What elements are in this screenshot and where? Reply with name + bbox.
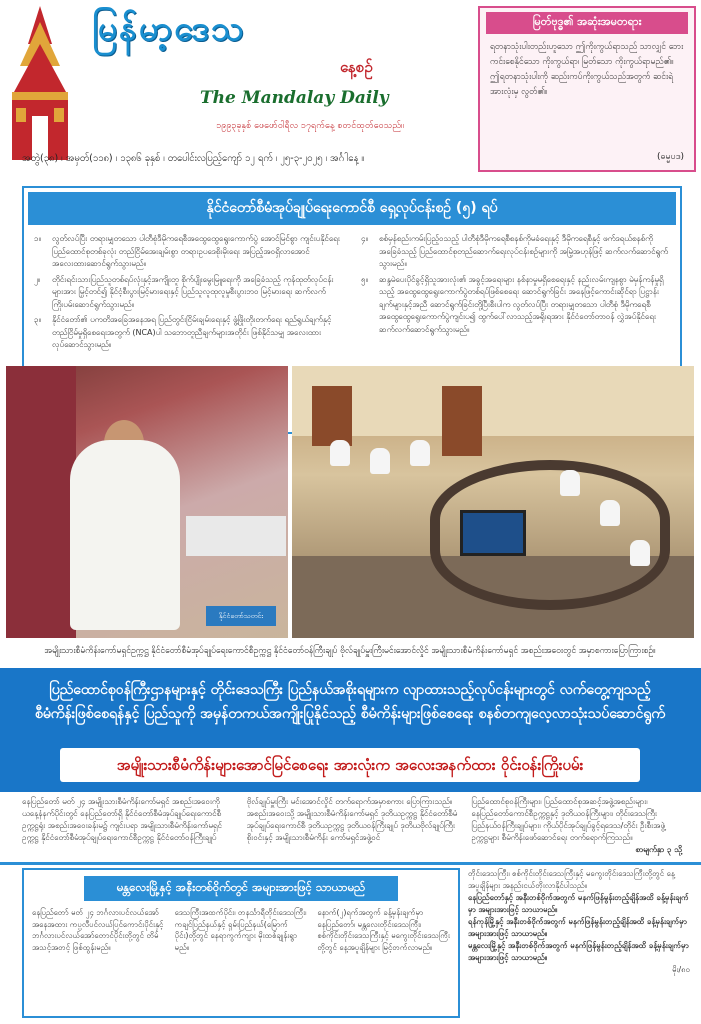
forecast-code: မိုး/၈၀ bbox=[672, 965, 690, 974]
newspaper-subtitle: နေ့စဉ် bbox=[340, 58, 373, 76]
english-title: The Mandalay Daily bbox=[200, 88, 389, 108]
attendee bbox=[330, 440, 350, 466]
article-column: ပြည်ထောင်စုဝန်ကြီးများ၊ ပြည်ထောင်စုအဆင့်အဖွဲ့အစည်းများ၊ နေပြည်တော်ကောင်စီဥက္ကဋ္ဌနှင့် ဒုတိယဝန်ကြီးများ၊ တိုင်းဒေသကြီး ပြည်နယ်ဝန်ကြီးချုပ်များ၊ ကိုယ်ပိုင်အုပ်ချုပ်ခွင့်ရဒေသ/တိုင်း ဦးစီးအဖွဲ့ဥက္ကဋ္ဌများ စီမံကိန်းဖော်ဆောင်ရေး တက်ရောက်ကြသည်။ စာမျက်နှာ ၃ သို့ bbox=[471, 797, 683, 854]
lead-headline-banner bbox=[0, 668, 701, 792]
lead-subheadline: အမျိုးသားစီမံကိန်းများအောင်မြင်စေရေး အားလုံးက အလေးအနက်ထား ဝိုင်းဝန်းကြိုးပမ်း bbox=[60, 748, 640, 782]
weather-box bbox=[22, 868, 460, 1018]
founding-tagline: ၁၉၉၃ခုနှစ် ဖေဖော်ဝါရီလ ၁၇ရက်နေ့ စတင်ထုတ်ဝေသည်။ bbox=[216, 121, 404, 131]
lead-headline-line1: ပြည်ထောင်စုဝန်ကြီးဌာနများနှင့် တိုင်းဒေသကြီး ပြည်နယ်အစိုးရများက လျာထားသည့်လုပ်ငန်းများတွင် လက်တွေ့ကျသည့် bbox=[49, 682, 651, 698]
speaker-figure bbox=[70, 440, 180, 630]
weather-heading: မန္တလေးမြို့နှင့် အနီးတစ်ဝိုက်တွင် အများအားဖြင့် သာယာမည် bbox=[84, 876, 398, 901]
news-badge: နိုင်ငံတော်သတင်း bbox=[206, 606, 276, 626]
continued-link[interactable]: စာမျက်နှာ ၃ သို့ bbox=[635, 845, 683, 854]
weather-column: နေပြည်တော် မတ် ၂၄ ဘင်္ဂလားပင်လယ်အော်အနေအထား ကပ္ပလီပင်လယ်ပြင်ကောင်းပိုင်းနှင့် ဘင်္ဂလားပင်လယ်အော်တောင်ပိုင်းတို့တွင် တိမ်အသင့်အတင့် ဖြစ်ထွန်းမည်။ bbox=[32, 908, 164, 952]
forecast-line: မန္တလေးမြို့နှင့် အနီးတစ်ဝိုက်အတွက် မနက်ဖြန်မွန်းတည့်ချိန်အထိ ခန့်မှန်းချက်မှာ အများအားဖြင့် သာယာမည်။ bbox=[468, 941, 689, 962]
attendee bbox=[410, 440, 430, 466]
lead-article bbox=[22, 796, 682, 858]
weather-column: နောက်(၂)ရက်အတွက် ခန့်မှန်းချက်မှာ နေပြည်တော်၊ မန္တလေးတိုင်းဒေသကြီး၊ စစ်ကိုင်းတိုင်းဒေသကြီးနှင့် မကွေးတိုင်းဒေသကြီးတို့တွင် နေ့အပူချိန်များ မြင့်တက်လာမည်။ bbox=[317, 908, 450, 952]
teaching-body: ရတနာသုံးပါးတည်းဟူသော ဤကိုးကွယ်ရာသည် သာလျှင် ဘေးကင်းစေနိုင်သော ကိုးကွယ်ရာ၊ မြတ်သော ကိုးကွယ်ရာမည်၏။ ဤရတနာသုံးပါးကို ဆည်းကပ်ကိုးကွယ်သည်အတွက် ဆင်းရဲအားလုံးမှ လွတ်၏။ bbox=[490, 42, 684, 97]
photo-caption: အမျိုးသားစီမံကိန်းကော်မရှင်ဥက္ကဋ္ဌ နိုင်ငံတော်စီမံအုပ်ချုပ်ရေးကောင်စီဥက္ကဋ္ဌ နိုင်ငံတော်ဝန်ကြီးချုပ် ဗိုလ်ချုပ်မှူးကြီးမင်းအောင်လှိုင် အမျိုးသားစီမံကိန်းကော်မရှင် အစည်းအဝေးတွင် အမှာစကားပြောကြားစဉ်။ bbox=[44, 646, 656, 656]
weather-forecast-column bbox=[468, 868, 690, 1018]
forecast-line: နေပြည်တော်နှင့် အနီးတစ်ဝိုက်အတွက် မနက်ဖြန်မွန်းတည့်ချိန်အထိ ခန့်မှန်းချက်မှာ အများအားဖြင့် သာယာမည်။ bbox=[468, 893, 689, 914]
lead-headline-line2: စီမံကိန်းဖြစ်စေရန်နှင့် ပြည်သူကို အမှန်တကယ်အကျိုးပြုနိုင်သည့် စီမံကိန်းများဖြစ်စေရေး စနစ်တကျလေ့လာသုံးသပ်ဆောင်ရွက် bbox=[34, 706, 666, 722]
attendee bbox=[630, 540, 650, 566]
masthead bbox=[0, 0, 701, 186]
forecast-line: ရန်ကုန်မြို့နှင့် အနီးတစ်ဝိုက်အတွက် မနက်ဖြန်မွန်းတည့်ချိန်အထိ ခန့်မှန်းချက်မှာ အများအားဖြင့် သာယာမည်။ bbox=[468, 917, 687, 938]
dateline: အတွဲ(၃၈) ၊ အမှတ်(၁၁၈) ၊ ၁၃၈၆ ခုနှစ် ၊ တပေါင်းလပြည့်ကျော် ၁၂ ရက် ၊ ၂၅-၃-၂၀၂၅ ၊ အင်္ဂါနေ့ ။ bbox=[22, 153, 365, 164]
weather-column: ဒေသကြီးအထက်ပိုင်း၊ တနင်္သာရီတိုင်းဒေသကြီး၊ ကချင်ပြည်နယ်နှင့် ရှမ်းပြည်နယ်(မြောက်ပိုင်း)တို့တွင် နေရာကွက်ကျား မိုးထစ်ချုန်းရွာမည်။ bbox=[174, 908, 307, 952]
attendee bbox=[370, 448, 390, 474]
article-column: နေပြည်တော် မတ် ၂၄ အမျိုးသားစီမံကိန်းကော်မရှင် အစည်းအဝေးကို ယနေ့နံနက်ပိုင်းတွင် နေပြည်တော်ရှိ နိုင်ငံတော်စီမံအုပ်ချုပ်ရေးကောင်စီဥက္ကဋ္ဌရုံး အစည်းအဝေးခန်းမ၌ ကျင်းပရာ အမျိုးသားစီမံကိန်းကော်မရှင်ဥက္ကဋ္ဌ နိုင်ငံတော်စီမံအုပ်ချုပ်ရေးကောင်စီဥက္ကဋ္ဌ နိုင်ငံတော်ဝန်ကြီးချုပ် bbox=[22, 797, 222, 842]
forecast-line: တိုင်းဒေသကြီး၊ စစ်ကိုင်းတိုင်းဒေသကြီးနှင့် မကွေးတိုင်းဒေသကြီးတို့တွင် နေ့အပူချိန်များ အနည်းငယ်တိုးလာနိုင်ပါသည်။ bbox=[468, 869, 675, 890]
roadmap-item: ၁။ လွတ်လပ်ပြီး တရားမျှတသော ပါတီစုံဒီမိုကရေစီအထွေထွေရွေးကောက်ပွဲ အောင်မြင်စွာ ကျင်းပနိုင်ရေး ပြည်ထောင်စုတစ်ခုလုံး တည်ငြိမ်အေးချမ်းစွာ တရားဥပဒေစိုးမိုးရေး အပြည့်အဝရှိလာအောင် အလေးထားဆောင်ရွက်သွားမည်။ bbox=[34, 234, 340, 268]
pagoda-logo-icon bbox=[8, 4, 72, 162]
presentation-screen bbox=[460, 510, 526, 556]
teaching-heading: မြတ်ဗုဒ္ဓ၏ အဆုံးအမတရား bbox=[486, 12, 688, 34]
roadmap-item: ၃။ နိုင်ငံတော်၏ ပကတိအခြေအနေအရ ပြည်တွင်းငြိမ်းချမ်းရေးနှင့် ဖွံ့ဖြိုးတိုးတက်ရေး ရည်ရွယ်ချက်နှင့် တည်ငြိမ်မှုရှိစေရေးအတွက် (NCA)ပါ သဘောတူညီချက်များအတိုင်း ဖြစ်နိုင်သမျှ အလေးထား လုပ်ဆောင်သွားမည်။ bbox=[34, 315, 332, 349]
roadmap-item: ၂။ တိုင်းရင်းသားပြည်သူတစ်ရပ်လုံးနှင့်အကျိုးတူ စိုက်ပျိုးမွေးမြူရေးကို အခြေခံသည့် ကုန်ထုတ်လုပ်ငန်းများအား မြှင့်တင်၍ နိုင်ငံ့စီးပွားမြင့်မားရေးနှင့် ပြည်သူလူထုလူမှုစီးပွားဘဝ မြင့်မားရေး ဆက်လက်ကြိုးပမ်းဆောင်ရွက်သွားမည်။ bbox=[34, 274, 334, 309]
roadmap-item: ၄။ စစ်မှန်စည်းကမ်းပြည့်ဝသည့် ပါတီစုံဒီမိုကရေစီစနစ်ကိုမခံရေးနှင့် ဒီမိုကရေစီနှင့် ဖက်ဒရယ်စနစ်ကို အခြေခံသည့် ပြည်ထောင်စုတည်ဆောက်ရေးလုပ်ငန်းစဉ်များကို အမြဲ့အဟုန်ဖြင့် ဆက်လက်ဆောင်ရွက်သွားမည်။ bbox=[361, 234, 668, 268]
newspaper-title: မြန်မာ့ဒေသ bbox=[92, 9, 246, 49]
attendee bbox=[600, 500, 620, 526]
divider bbox=[0, 862, 701, 865]
roadmap-heading: နိုင်ငံတော်စီမံအုပ်ချုပ်ရေးကောင်စီ ရှေ့လုပ်ငန်းစဉ် (၅) ရပ် bbox=[28, 192, 676, 225]
teaching-source: (ဓမ္မပဒ) bbox=[656, 152, 684, 162]
article-column: ဗိုလ်ချုပ်မှူးကြီး မင်းအောင်လှိုင် တက်ရောက်အမှာစကား ပြောကြားသည်။ အစည်းအဝေးသို့ အမျိုးသားစီမံကိန်းကော်မရှင် ဒုတိယဥက္ကဋ္ဌ နိုင်ငံတော်စီမံအုပ်ချုပ်ရေးကောင်စီ ဒုတိယဥက္ကဋ္ဌ ဒုတိယဝန်ကြီးချုပ် ဒုတိယဗိုလ်ချုပ်ကြီး စိုးဝင်းနှင့် အမျိုးသားစီမံကိန်း ကော်မရှင်အဖွဲ့ဝင် bbox=[246, 797, 458, 842]
roadmap-item: ၅။ ဆန္ဒမဲပေးပိုင်ခွင့်ရှိသူအားလုံး၏ အခွင့်အရေးများ နစ်နာမှုမရှိစေရေးနှင့် နည်းလမ်းကျနစွာ မဲမှန်ကန်မှုရှိသည့် အထွေထွေရွေးကောက်ပွဲတစ်ရပ်ဖြစ်စေရေး ဆောင်ရွက်ခြင်း အနေဖြင့်ကောင်းဆိုင်ရာ ပြဋ္ဌာန်းချက်များနှင့်အညီ ဆောင်ရွက်ခြင်းတို့ပြီးစီးပါက လွတ်လပ်ပြီး တရားမျှတသော ပါတီစုံ ဒီမိုကရေစီ အထွေထွေရွေးကောက်ပွဲကျင်းပ၍ ထွက်ပေါ်လာသည့်အရိုးရအား နိုင်ငံတော်တာဝန် လွှဲအပ်နိုင်ရေး ဆက်လက်ဆောင်ရွက်သွားမည်။ bbox=[361, 274, 664, 334]
attendee bbox=[560, 470, 580, 496]
